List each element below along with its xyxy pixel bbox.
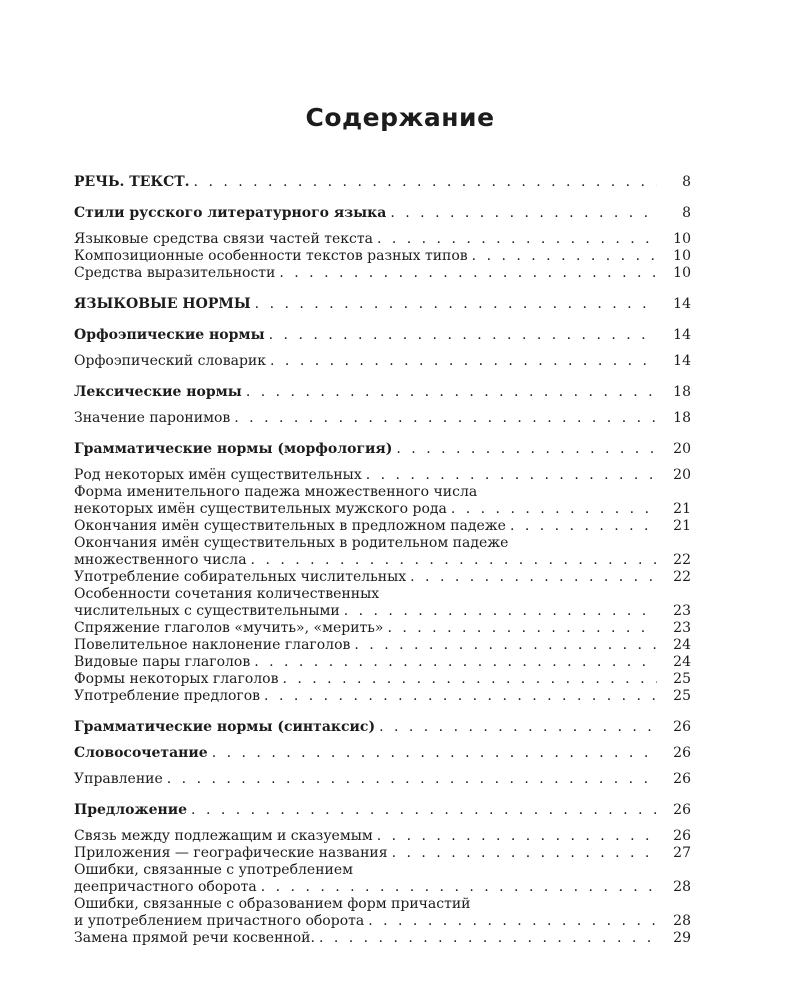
toc-entry-title: Видовые пары глаголов xyxy=(74,654,251,670)
toc-page-number: 26 xyxy=(673,719,691,735)
toc-page-number: 25 xyxy=(673,671,691,687)
toc-entry-title: Стили русского литературного языка xyxy=(74,205,387,221)
toc-entry-title: Грамматические нормы (синтаксис) xyxy=(74,719,376,735)
toc-page-number: 24 xyxy=(673,637,691,653)
toc-page-number: 14 xyxy=(673,353,691,369)
toc-page-number: 10 xyxy=(673,248,691,264)
dot-leader xyxy=(251,296,657,313)
toc-entry-title: множественного числа xyxy=(74,552,247,568)
toc-entry xyxy=(74,745,691,762)
toc-page-number: 23 xyxy=(673,603,691,619)
toc-entry-title: и употреблением причастного оборота xyxy=(74,913,365,929)
dot-leader xyxy=(265,327,657,344)
toc-page-number: 20 xyxy=(673,467,691,483)
toc-entry-title: Управление xyxy=(74,771,163,787)
toc-entry-title: деепричастного оборота xyxy=(74,879,257,895)
dot-leader xyxy=(260,688,657,705)
toc-entry xyxy=(74,620,691,637)
toc-entry xyxy=(74,231,691,248)
toc-entry xyxy=(74,467,691,484)
dot-leader xyxy=(340,603,657,620)
toc-entry xyxy=(74,518,691,535)
toc-page-number: 23 xyxy=(673,620,691,636)
page-title: Содержание xyxy=(305,103,495,132)
toc-page-number: 25 xyxy=(673,688,691,704)
toc-entry xyxy=(74,296,691,313)
toc-entry xyxy=(74,930,691,947)
toc-entry-title: Связь между подлежащим и сказуемым xyxy=(74,828,373,844)
toc-entry-title: Повелительное наклонение глаголов xyxy=(74,637,351,653)
toc-page-number: 26 xyxy=(673,745,691,761)
toc-entry xyxy=(74,688,691,705)
toc-entry-title-line: Форма именительного падежа множественного числа xyxy=(74,484,478,500)
toc-page-number: 22 xyxy=(673,569,691,585)
toc-entry xyxy=(74,671,691,688)
toc-page-number: 28 xyxy=(673,879,691,895)
toc-page-number: 18 xyxy=(673,384,691,400)
toc-entry xyxy=(74,174,691,191)
toc-entry-title: ЯЗЫКОВЫЕ НОРМЫ xyxy=(74,296,251,312)
dot-leader xyxy=(266,353,657,370)
toc-entry xyxy=(74,896,691,930)
dot-leader xyxy=(278,671,657,688)
toc-page-number: 22 xyxy=(673,552,691,568)
toc-page-number: 26 xyxy=(673,828,691,844)
toc-entry xyxy=(74,845,691,862)
dot-leader xyxy=(250,654,657,671)
toc-entry-title: Употребление собирательных числительных xyxy=(74,569,407,585)
toc-entry xyxy=(74,410,691,427)
toc-entry-title-line: Особенности сочетания количественных xyxy=(74,586,380,602)
toc-entry-title: Орфоэпические нормы xyxy=(74,327,265,343)
dot-leader xyxy=(468,248,657,265)
toc-entry-title: Предложение xyxy=(74,802,188,818)
toc-page-number: 26 xyxy=(673,802,691,818)
toc-page-number: 26 xyxy=(673,771,691,787)
toc-entry-title: Окончания имён существительных в предложном падеже xyxy=(74,518,506,534)
toc-entry xyxy=(74,586,691,620)
toc-entry xyxy=(74,802,691,819)
toc-entry xyxy=(74,441,691,458)
toc-entry-title: РЕЧЬ. ТЕКСТ. xyxy=(74,174,190,190)
dot-leader xyxy=(247,552,657,569)
dot-leader xyxy=(190,174,657,191)
toc-entry xyxy=(74,654,691,671)
toc-entry xyxy=(74,265,691,282)
toc-page-number: 29 xyxy=(673,930,691,946)
toc-page-number: 8 xyxy=(682,205,691,221)
dot-leader xyxy=(392,441,657,458)
toc-entry xyxy=(74,535,691,569)
toc-entry xyxy=(74,637,691,654)
toc-page-number: 14 xyxy=(673,327,691,343)
toc-entry xyxy=(74,327,691,344)
toc-entry-title-line: Ошибки, связанные с образованием форм причастий xyxy=(74,896,471,912)
dot-leader xyxy=(242,384,657,401)
toc-page-number: 20 xyxy=(673,441,691,457)
toc-entry-title: Приложения — географические названия xyxy=(74,845,388,861)
toc-entry xyxy=(74,353,691,370)
toc-page-number: 14 xyxy=(673,296,691,312)
dot-leader xyxy=(362,467,657,484)
toc-entry-title: Грамматические нормы (морфология) xyxy=(74,441,393,457)
toc-entry xyxy=(74,384,691,401)
dot-leader xyxy=(383,620,657,637)
table-of-contents xyxy=(74,174,691,947)
toc-entry-title: Композиционные особенности текстов разных типов xyxy=(74,248,468,264)
dot-leader xyxy=(230,410,657,427)
dot-leader xyxy=(350,637,657,654)
toc-page-number: 10 xyxy=(673,231,691,247)
toc-entry-title: Род некоторых имён существительных xyxy=(74,467,362,483)
dot-leader xyxy=(315,930,657,947)
toc-entry-title-line: Окончания имён существительных в родительном падеже xyxy=(74,535,509,551)
dot-leader xyxy=(386,205,657,222)
toc-entry xyxy=(74,719,691,736)
toc-page-number: 21 xyxy=(673,501,691,517)
toc-entry-title: числительных с существительными xyxy=(74,603,340,619)
dot-leader xyxy=(257,879,657,896)
toc-entry-title: Формы некоторых глаголов xyxy=(74,671,279,687)
toc-page-number: 10 xyxy=(673,265,691,281)
dot-leader xyxy=(275,265,657,282)
dot-leader xyxy=(447,501,657,518)
toc-entry xyxy=(74,828,691,845)
toc-entry-title: Спряжение глаголов «мучить», «мерить» xyxy=(74,620,384,636)
toc-entry xyxy=(74,771,691,788)
dot-leader xyxy=(506,518,657,535)
toc-page-number: 28 xyxy=(673,913,691,929)
toc-page-number: 21 xyxy=(673,518,691,534)
toc-entry-title-line: Ошибки, связанные с употреблением xyxy=(74,862,354,878)
toc-entry xyxy=(74,205,691,222)
toc-entry-title: Значение паронимов xyxy=(74,410,231,426)
toc-entry-title: некоторых имён существительных мужского рода xyxy=(74,501,447,517)
toc-page-number: 27 xyxy=(673,845,691,861)
dot-leader xyxy=(373,828,657,845)
toc-page-number: 18 xyxy=(673,410,691,426)
toc-page-number: 8 xyxy=(682,174,691,190)
dot-leader xyxy=(406,569,657,586)
toc-page-number: 24 xyxy=(673,654,691,670)
toc-entry xyxy=(74,862,691,896)
toc-entry-title: Словосочетание xyxy=(74,745,208,761)
dot-leader xyxy=(163,771,657,788)
toc-entry-title: Употребление предлогов xyxy=(74,688,261,704)
toc-entry-title: Средства выразительности xyxy=(74,265,276,281)
toc-entry-title: Орфоэпический словарик xyxy=(74,353,267,369)
dot-leader xyxy=(373,231,657,248)
dot-leader xyxy=(208,745,657,762)
dot-leader xyxy=(388,845,657,862)
dot-leader xyxy=(187,802,657,819)
toc-entry xyxy=(74,248,691,265)
toc-entry xyxy=(74,569,691,586)
toc-entry-title: Лексические нормы xyxy=(74,384,242,400)
toc-entry xyxy=(74,484,691,518)
toc-entry-title: Языковые средства связи частей текста xyxy=(74,231,373,247)
dot-leader xyxy=(375,719,657,736)
toc-entry-title: Замена прямой речи косвенной. xyxy=(74,930,315,946)
dot-leader xyxy=(364,913,657,930)
